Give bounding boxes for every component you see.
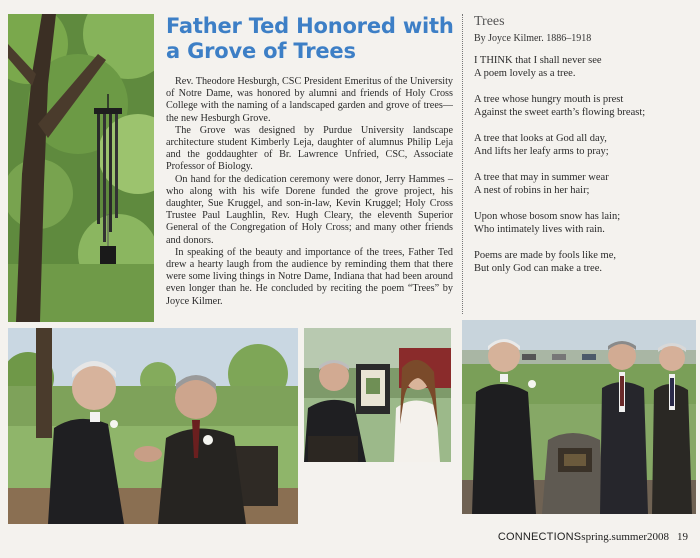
poem-line: A tree whose hungry mouth is prest — [474, 94, 624, 105]
poem-line: A tree that may in summer wear — [474, 172, 609, 183]
article-paragraph: Rev. Theodore Hesburgh, CSC President Emeritus of the University of Notre Dame, was honored by alumni and friends of Holy Cross College with the naming of a landscaped garden and grove of trees—the new Hesburgh Grove. — [166, 76, 453, 124]
poem-line: Upon whose bosom snow has lain; — [474, 211, 621, 222]
article-body — [166, 76, 453, 308]
poem-line: I THINK that I shall never see — [474, 55, 602, 66]
poem-line: But only God can make a tree. — [474, 263, 602, 274]
group-memorial-stone-photo — [462, 320, 696, 514]
poem-line: A nest of robins in her hair; — [474, 185, 590, 196]
poem-line: A tree that looks at God all day, — [474, 133, 607, 144]
poem-line: A poem lovely as a tree. — [474, 68, 576, 79]
issue-label: spring.summer2008 — [581, 531, 669, 543]
article-paragraph: On hand for the dedication ceremony were donor, Jerry Hammes –who along with his wife Dorene funded the grove project, his daughter, Sue Kruggel, and son-in-law, Kevin Kruggel; Holy Cross Trustee Paul Laughlin, Rev. Hugh Cleary, the eleventh Superior General of the Congregation of Holy Cross; and many other friends and donors. — [166, 173, 453, 246]
page-number: 19 — [677, 531, 688, 543]
poem-stanza — [474, 249, 694, 275]
poem-stanza — [474, 210, 694, 236]
poem-line: Who intimately lives with rain. — [474, 224, 605, 235]
poem-title: Trees — [474, 14, 505, 29]
article-headline: Father Ted Honored with a Grove of Trees — [166, 14, 454, 63]
column-divider — [462, 14, 463, 314]
poem-column — [474, 14, 694, 288]
article-paragraph: The Grove was designed by Purdue University landscape architecture student Kimberly Leja, daughter of alumnus Philip Leja and the goddaughter of Br. Lawrence Unfried, CSC, Associate Professor of Biology. — [166, 124, 453, 173]
poem-byline: By Joyce Kilmer. 1886–1918 — [474, 33, 592, 44]
poem-line: Poems are made by fools like me, — [474, 250, 617, 261]
handshake-photo — [8, 328, 298, 524]
tree-wind-chime-photo — [8, 14, 154, 322]
page-footer — [498, 531, 688, 543]
poem-stanza — [474, 54, 694, 80]
poem-stanza — [474, 132, 694, 158]
poem-line: Against the sweet earth’s flowing breast; — [474, 107, 646, 118]
poem-stanza — [474, 171, 694, 197]
magazine-name: CONNECTIONS — [497, 531, 582, 543]
plaque-presentation-photo — [304, 328, 451, 462]
article-paragraph: In speaking of the beauty and importance of the trees, Father Ted drew a hearty laugh from the audience by reminding them that there were some living things in Notre Dame, Indiana that had been around even longer than he. He concluded by reciting the poem “Trees” by Joyce Kilmer. — [166, 246, 453, 307]
poem-stanza — [474, 93, 694, 119]
poem-line: And lifts her leafy arms to pray; — [474, 146, 609, 157]
